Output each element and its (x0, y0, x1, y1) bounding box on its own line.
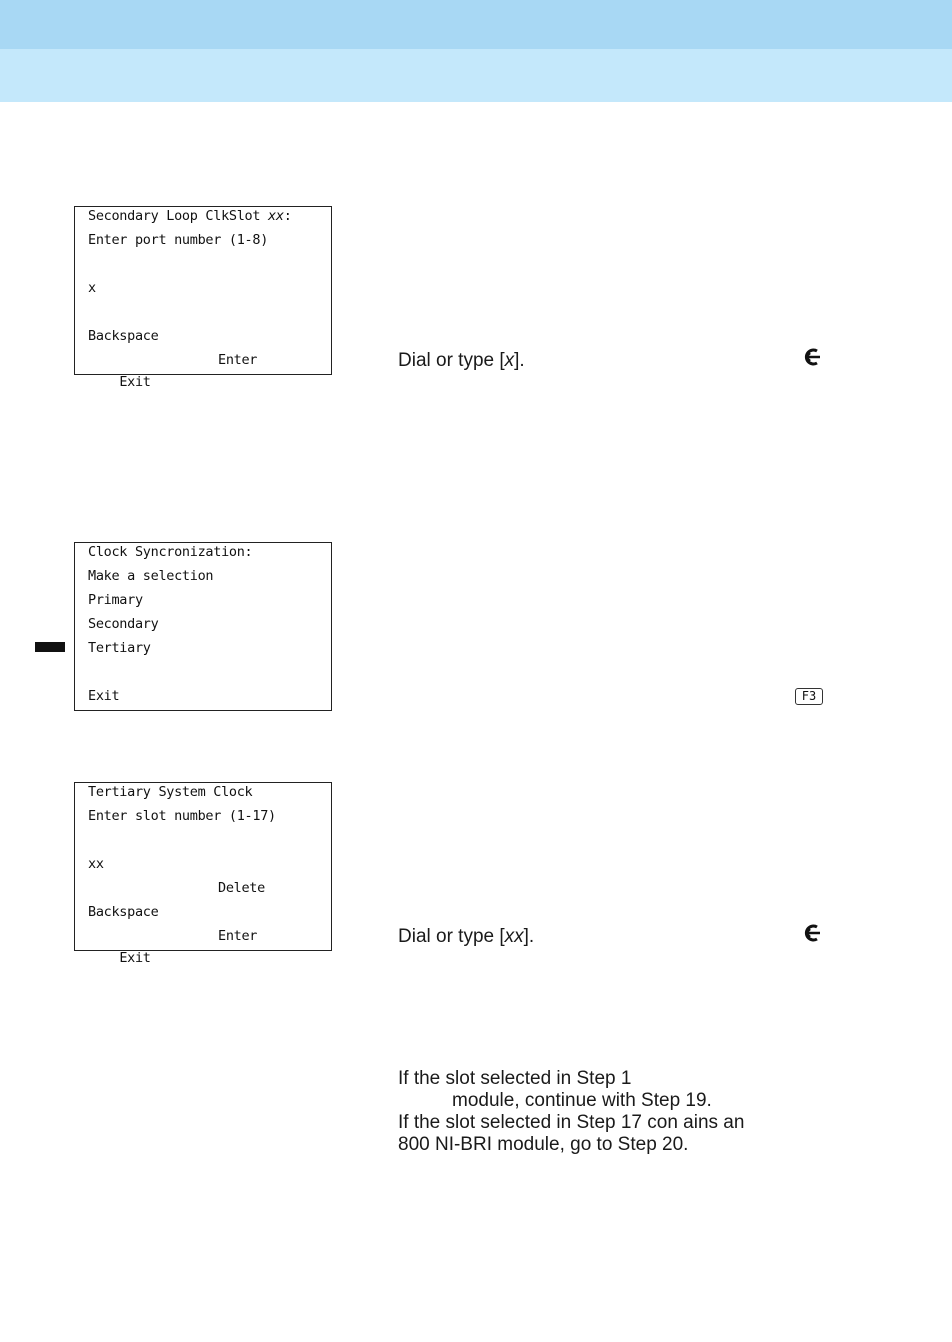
note-line-4: 800 NI-BRI module, go to Step 20. (398, 1134, 689, 1155)
delete-row (88, 877, 327, 899)
instruction-dial-xx: Dial or type [xx]. (398, 926, 535, 947)
input-value[interactable]: x (88, 280, 96, 296)
header-band-bottom (0, 49, 952, 102)
screen-prompt: Enter slot number (1-17) (88, 808, 276, 824)
note-line-3: If the slot selected in Step 17 con ains an (398, 1112, 745, 1133)
enter-return-icon (800, 347, 822, 367)
enter-button[interactable]: Enter (218, 928, 258, 944)
screen-title: Secondary Loop ClkSlot xx: (88, 208, 292, 224)
backspace-button[interactable]: Backspace (88, 328, 159, 344)
screen-title: Clock Syncronization: (88, 544, 253, 560)
tertiary-clock-screen (74, 782, 332, 966)
screen-prompt: Make a selection (88, 568, 214, 584)
enter-button[interactable]: Enter (218, 352, 258, 368)
note-line-1: If the slot selected in Step 1 (398, 1068, 632, 1089)
secondary-loop-screen (74, 206, 332, 390)
exit-button[interactable]: Exit (88, 688, 120, 704)
f3-key[interactable]: F3 (795, 688, 823, 705)
delete-button[interactable]: Delete (218, 880, 265, 896)
exit-enter-row (88, 349, 327, 390)
backspace-button[interactable]: Backspace (88, 904, 159, 920)
input-value[interactable]: xx (88, 856, 104, 872)
note-line-2: module, continue with Step 19. (452, 1090, 712, 1111)
option-tertiary[interactable]: Tertiary (88, 640, 151, 656)
exit-button[interactable]: Exit (119, 950, 151, 966)
screen-title: Tertiary System Clock (88, 784, 253, 800)
option-primary[interactable]: Primary (88, 592, 143, 608)
exit-enter-row (88, 925, 327, 966)
selection-marker (35, 642, 65, 652)
option-secondary[interactable]: Secondary (88, 616, 159, 632)
clock-sync-screen (74, 542, 332, 711)
instruction-dial-x: Dial or type [x]. (398, 350, 525, 371)
header-band-top (0, 0, 952, 49)
screen-prompt: Enter port number (1-8) (88, 232, 269, 248)
exit-button[interactable]: Exit (119, 374, 151, 390)
enter-return-icon (800, 923, 822, 943)
